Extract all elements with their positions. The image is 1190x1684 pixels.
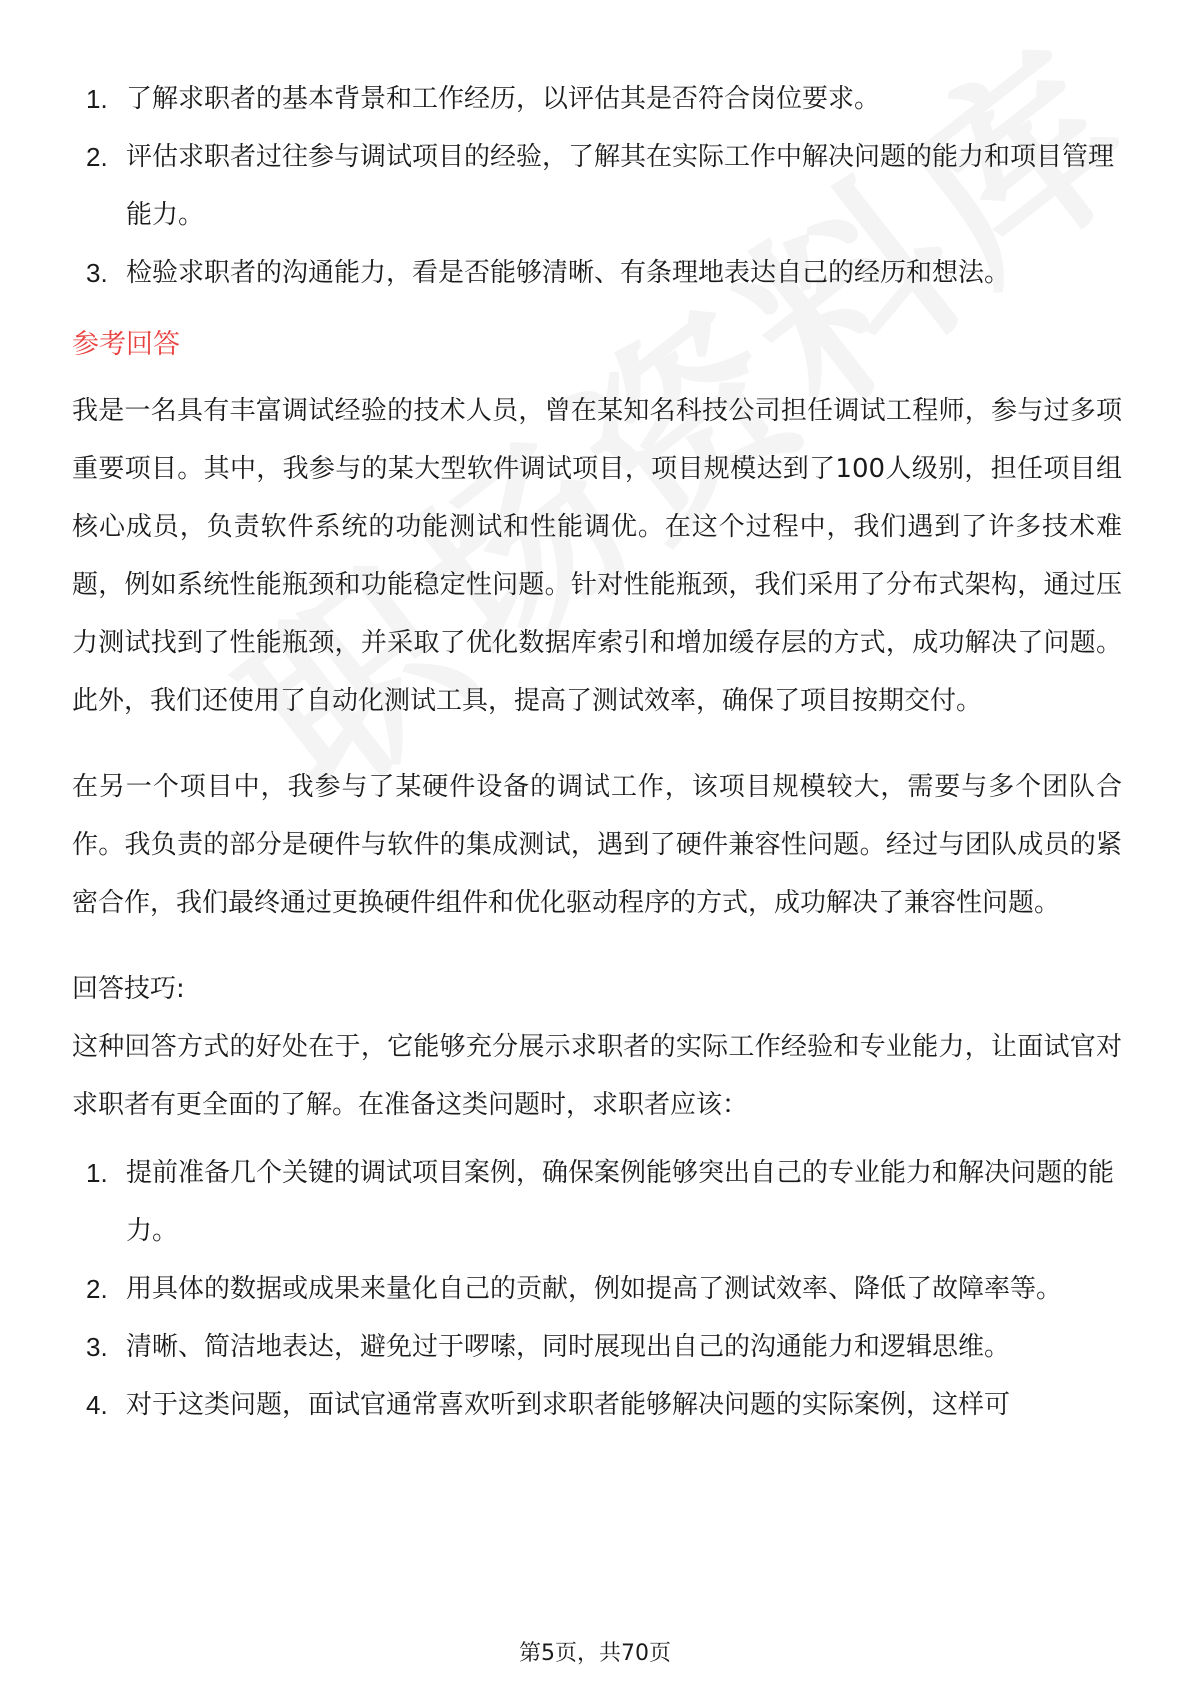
list-number: 1. — [86, 1158, 108, 1188]
list-item-text: 提前准备几个关键的调试项目案例，确保案例能够突出自己的专业能力和解决问题的能力。 — [126, 1158, 1115, 1246]
tips-list — [72, 1144, 1122, 1434]
list-item-text: 用具体的数据或成果来量化自己的贡献，例如提高了测试效率、降低了故障率等。 — [126, 1274, 1063, 1304]
list-number: 3. — [86, 258, 108, 288]
list-item-text: 评估求职者过往参与调试项目的经验，了解其在实际工作中解决问题的能力和项目管理能力。 — [126, 142, 1115, 230]
list-item — [72, 70, 1122, 128]
tips-intro: 这种回答方式的好处在于，它能够充分展示求职者的实际工作经验和专业能力，让面试官对求职者有更全面的了解。在准备这类问题时，求职者应该： — [72, 1032, 1122, 1120]
intro-list — [72, 70, 1122, 302]
page-number: 第5页，共70页 — [519, 1641, 671, 1666]
answer-paragraph: 我是一名具有丰富调试经验的技术人员，曾在某知名科技公司担任调试工程师，参与过多项重要项目。其中，我参与的某大型软件调试项目，项目规模达到了100人级别，担任项目组核心成员，负责软件系统的功能测试和性能调优。在这个过程中，我们遇到了许多技术难题，例如系统性能瓶颈和功能稳定性问题。针对性能瓶颈，我们采用了分布式架构，通过压力测试找到了性能瓶颈，并采取了优化数据库索引和增加缓存层的方式，成功解决了问题。此外，我们还使用了自动化测试工具，提高了测试效率，确保了项目按期交付。 — [72, 396, 1122, 716]
list-item-text: 对于这类问题，面试官通常喜欢听到求职者能够解决问题的实际案例，这样可 — [126, 1390, 1011, 1420]
list-number: 4. — [86, 1390, 108, 1420]
list-number: 2. — [86, 142, 108, 172]
list-item — [72, 128, 1122, 244]
list-item — [72, 1318, 1122, 1376]
list-item-text: 清晰、简洁地表达，避免过于啰嗦，同时展现出自己的沟通能力和逻辑思维。 — [126, 1332, 1011, 1362]
list-item — [72, 1260, 1122, 1318]
list-item — [72, 1376, 1122, 1434]
list-number: 1. — [86, 84, 108, 114]
list-number: 2. — [86, 1274, 108, 1304]
reference-answer-heading: 参考回答 — [72, 329, 180, 360]
list-number: 3. — [86, 1332, 108, 1362]
answer-paragraph: 在另一个项目中，我参与了某硬件设备的调试工作，该项目规模较大，需要与多个团队合作。我负责的部分是硬件与软件的集成测试，遇到了硬件兼容性问题。经过与团队成员的紧密合作，我们最终通过更换硬件组件和优化驱动程序的方式，成功解决了兼容性问题。 — [72, 772, 1122, 918]
list-item-text: 了解求职者的基本背景和工作经历，以评估其是否符合岗位要求。 — [126, 84, 881, 114]
page-content — [72, 70, 1122, 1434]
tips-heading: 回答技巧: — [72, 974, 185, 1004]
list-item — [72, 1144, 1122, 1260]
list-item-text: 检验求职者的沟通能力，看是否能够清晰、有条理地表达自己的经历和想法。 — [126, 258, 1011, 288]
list-item — [72, 244, 1122, 302]
